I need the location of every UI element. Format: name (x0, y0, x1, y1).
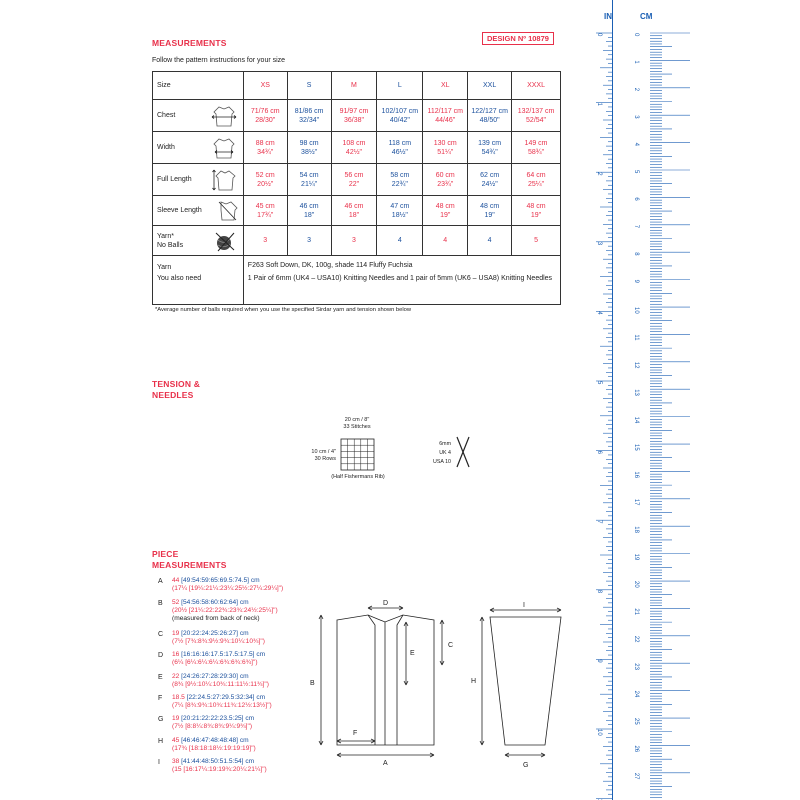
length-cm-xs: 52 cm (255, 171, 275, 179)
intro-text: Follow the pattern instructions for your size (152, 57, 286, 64)
row-label-chest: Chest (157, 112, 176, 119)
piece-cm-first: 45 (172, 737, 180, 744)
sleeve-cm-xs: 45 cm (255, 202, 275, 210)
ruler-cm-number: 23 (633, 663, 639, 670)
length-in-xxxl: 25¼" (527, 180, 545, 188)
piece-cm-rest: [46:46:47:48:48:48] cm (179, 737, 249, 744)
ruler-cm-number: 17 (633, 498, 639, 506)
ruler-cm-number: 2 (633, 87, 639, 92)
piece-letter: C (158, 631, 164, 638)
ruler-in-number: 1 (596, 102, 602, 106)
chest-cm-l: 102/107 cm (381, 107, 419, 115)
ruler-in-number: 10 (596, 729, 602, 736)
width-in-xxxl: 58¾" (527, 148, 545, 156)
sleeve-in-s: 18" (303, 211, 315, 219)
chest-cm-s: 81/86 cm (294, 107, 324, 115)
size-s: S (287, 72, 331, 100)
piece-cm-first: 38 (172, 758, 180, 765)
measurements-title: MEASUREMENTS (152, 38, 227, 48)
width-in-s: 38½" (301, 148, 318, 156)
piece-note: (measured from back of neck) (172, 615, 260, 622)
pieces-title-line1: PIECE (152, 549, 179, 559)
chest-in-s: 32/34" (299, 116, 320, 124)
size-xxxl: XXXL (512, 72, 561, 100)
ruler-cm-number: 6 (633, 197, 639, 201)
chest-in-xs: 28/30" (255, 116, 276, 124)
piece-in: (20½ [21¼:22:22¾:23¾:24½:25¼]") (172, 607, 278, 614)
diagram-label-d: D (383, 600, 389, 607)
row-label-width: Width (157, 144, 175, 151)
piece-cm-first: 16 (172, 651, 180, 658)
needle-mm-text: 6mm (439, 441, 451, 447)
size-table (152, 71, 561, 305)
piece-cm-first: 19 (172, 715, 180, 722)
piece-in: (17¾ [18:18:18½:19:19:19]") (172, 745, 256, 752)
yarn-ball-icon (213, 230, 237, 252)
ruler-cm-label: CM (640, 12, 653, 21)
ruler-in-label: IN (604, 12, 612, 21)
tension-stitches-text: 33 Stitches (343, 424, 371, 430)
piece-cm-rest: [16:16:16:17.5:17.5:17.5] cm (179, 651, 266, 658)
size-m: M (331, 72, 377, 100)
balls-m: 3 (331, 226, 377, 256)
piece-cm-rest: [24:26:27:28:29:30] cm (179, 673, 249, 680)
ruler-in-number: 9 (596, 659, 602, 663)
table-row (153, 256, 561, 275)
piece-cm-rest: [41:44:48:50:51.5:54] cm (179, 758, 255, 765)
piece-in: (8¾ [9½:10¼:10¾:11:11½:11¾]") (172, 681, 269, 688)
piece-cm-first: 44 (172, 577, 180, 584)
ruler-cm-number: 9 (633, 279, 639, 283)
width-cm-xl: 130 cm (433, 139, 457, 147)
chest-cm-xl: 112/117 cm (427, 107, 464, 115)
chest-cm-xxl: 122/127 cm (471, 107, 508, 115)
diagram-label-i: I (523, 602, 525, 609)
balls-xl: 4 (423, 226, 468, 256)
balls-xxl: 4 (468, 226, 512, 256)
width-cm-xxxl: 149 cm (524, 139, 548, 147)
table-row (153, 132, 561, 164)
ruler-cm-number: 14 (633, 416, 639, 424)
ruler-in-number: 5 (596, 381, 602, 385)
sleeve-in-l: 18½" (391, 211, 408, 219)
length-cm-xxxl: 64 cm (526, 171, 546, 179)
ruler-cm-number: 12 (633, 361, 639, 369)
ruler-cm-number: 26 (633, 745, 639, 753)
ruler-cm-number: 8 (633, 252, 639, 256)
width-in-m: 42½" (345, 148, 363, 156)
length-in-l: 22¾" (391, 180, 408, 188)
ruler-cm-number: 18 (633, 526, 639, 533)
ruler-cm-number: 0 (633, 33, 639, 37)
piece-cm-rest: [49:54:59:65:69.5:74.5] cm (179, 577, 260, 584)
piece-in: (7½ [8:8¼:8¾:8¾:9¼:9¾]") (172, 723, 253, 730)
sleeve-cm-xxxl: 48 cm (526, 202, 546, 210)
piece-cm-first: 18.5 (172, 694, 185, 701)
tension-width-text: 20 cm / 8" (344, 417, 370, 423)
diagram-label-e: E (410, 650, 415, 657)
tension-rows-text: 30 Rows (314, 456, 336, 462)
needle-uk-text: UK 4 (439, 450, 451, 456)
width-cm-xs: 88 cm (255, 139, 275, 147)
table-row (153, 100, 561, 132)
ruler-cm-number: 13 (633, 389, 639, 396)
sleeve-cm-m: 46 cm (344, 202, 364, 210)
ruler-in-number: 8 (596, 589, 602, 594)
tension-height-label (296, 449, 336, 463)
sleeve-cm-xl: 48 cm (435, 202, 455, 210)
chest-sweater-icon (211, 104, 237, 128)
body-piece (319, 606, 444, 757)
yarn-key: Yarn (153, 256, 244, 275)
chest-in-m: 36/38" (343, 116, 364, 124)
length-cm-s: 54 cm (299, 171, 319, 179)
ruler-in-number: 2 (596, 172, 602, 176)
piece-cm-first: 19 (172, 630, 180, 637)
ruler-cm-number: 27 (633, 772, 639, 780)
sleeve-in-xl: 19" (440, 211, 451, 219)
sleeve-sweater-icon (215, 200, 239, 222)
size-xxl: XXL (468, 72, 512, 100)
ruler (590, 0, 800, 800)
sleeve-piece (480, 608, 561, 757)
length-in-xxl: 24½" (481, 180, 498, 188)
piece-diagrams (305, 595, 595, 795)
diagram-label-a: A (383, 760, 388, 767)
ruler-cm-number: 21 (633, 608, 639, 616)
piece-in: (6¼ [6¼:6¼:6¼:6¾:6¾:6¾]") (172, 659, 258, 666)
piece-letter: H (158, 738, 164, 745)
piece-letter: E (158, 674, 163, 681)
chest-in-xl: 44/46" (435, 116, 456, 124)
length-in-xs: 20½" (257, 180, 274, 188)
tension-height-text: 10 cm / 4" (311, 449, 336, 455)
sleeve-cm-xxl: 48 cm (480, 202, 500, 210)
diagram-label-g: G (523, 762, 529, 769)
ruler-cm-number: 16 (633, 471, 639, 479)
diagram-label-f: F (353, 730, 358, 737)
ruler-cm-number: 10 (633, 307, 639, 314)
width-cm-xxl: 139 cm (478, 139, 502, 147)
ruler-cm-number: 5 (633, 170, 639, 174)
length-in-s: 21¼" (301, 180, 318, 188)
chest-cm-xs: 71/76 cm (250, 107, 280, 115)
sleeve-in-xxl: 19" (484, 211, 495, 219)
piece-letter: A (158, 578, 163, 585)
piece-in: (7¼ [8¾:9¾:10¾:11¾:12½:13½]") (172, 702, 272, 709)
row-label-sleeve-length: Sleeve Length (157, 207, 202, 214)
diagram-label-h: H (471, 678, 477, 685)
row-label-yarn: Yarn* (157, 232, 174, 240)
ruler-cm-number: 15 (633, 444, 639, 451)
balls-l: 4 (377, 226, 423, 256)
pieces-title-line2: MEASUREMENTS (152, 560, 227, 570)
ruler-cm-number: 20 (633, 581, 639, 588)
chest-cm-m: 91/97 cm (339, 107, 369, 115)
size-label: Size (153, 72, 244, 100)
width-cm-m: 108 cm (342, 139, 366, 147)
piece-cm-first: 52 (172, 599, 180, 606)
ruler-in-number: 7 (596, 520, 602, 524)
table-row (153, 164, 561, 196)
tension-stitch-label: (Half Fishermans Rib) (331, 474, 385, 480)
piece-in: (7½ [7¾:8¾:9½:9¾:10¼:10¾]") (172, 638, 265, 645)
balls-xs: 3 (243, 226, 287, 256)
piece-in: (17¼ [19¼:21¼:23¼:25½:27¼:29¼]") (172, 585, 284, 592)
ruler-cm-number: 4 (633, 142, 639, 146)
piece-cm-first: 22 (172, 673, 180, 680)
yarn-value: F263 Soft Down, DK, 100g, shade 114 Fluffy Fuchsia (243, 256, 560, 275)
ruler-cm-number: 19 (633, 553, 639, 561)
piece-letter: F (158, 695, 163, 702)
chest-cm-xxxl: 132/137 cm (517, 107, 555, 115)
sleeve-cm-l: 47 cm (390, 202, 410, 210)
ruler-cm-number: 11 (633, 334, 639, 341)
length-in-xl: 23¾" (437, 180, 454, 188)
piece-letter: B (158, 600, 163, 607)
ruler-cm-number: 3 (633, 115, 639, 119)
size-xs: XS (243, 72, 287, 100)
sleeve-cm-s: 46 cm (299, 202, 319, 210)
piece-cm-rest: [22:24.5:27:29.5:32:34] cm (184, 694, 266, 701)
tension-width-label (327, 417, 387, 431)
width-cm-l: 118 cm (388, 139, 412, 147)
piece-letter: G (158, 716, 164, 723)
length-cm-xxl: 62 cm (480, 171, 500, 179)
width-cm-s: 98 cm (299, 139, 319, 147)
ruler-in-number: 0 (596, 33, 602, 37)
length-cm-l: 58 cm (390, 171, 410, 179)
sleeve-in-m: 18" (348, 211, 360, 219)
design-number-badge: DESIGN Nº 10879 (482, 32, 554, 45)
crossed-needles-icon (454, 436, 472, 468)
tension-grid-swatch (340, 438, 376, 472)
tension-title (152, 379, 200, 401)
chest-in-xxl: 48/50" (479, 116, 500, 124)
diagram-label-b: B (310, 680, 315, 687)
piece-letter: I (158, 759, 160, 766)
ruler-in-number: 4 (596, 311, 602, 315)
tension-title-line2: NEEDLES (152, 390, 194, 400)
piece-in: (15 [16:17¼:19:19¾:20¼:21¼]") (172, 766, 267, 773)
width-in-xxl: 54¾" (481, 148, 498, 156)
needle-labels (421, 440, 451, 467)
need-value: 1 Pair of 6mm (UK4 – USA10) Knitting Needles and 1 pair of 5mm (UK6 – USA8) Knitting Needles (243, 274, 560, 305)
width-in-xs: 34¾" (257, 148, 274, 156)
tension-title-line1: TENSION & (152, 379, 201, 389)
needle-usa-text: USA 10 (433, 459, 451, 465)
piece-letter: D (158, 652, 164, 659)
table-row (153, 274, 561, 305)
size-l: L (377, 72, 423, 100)
length-cm-m: 56 cm (344, 171, 364, 179)
balls-xxxl: 5 (512, 226, 561, 256)
width-sweater-icon (211, 136, 237, 160)
width-in-xl: 51¼" (437, 148, 454, 156)
ruler-cm-number: 24 (633, 690, 639, 698)
table-row (153, 226, 561, 256)
piece-cm-rest: [20:21:22:22:23.5:25] cm (179, 715, 255, 722)
size-header-row (153, 72, 561, 100)
piece-cm-rest: [20:22:24:25:26:27] cm (179, 630, 249, 637)
ruler-cm-number: 22 (633, 635, 639, 643)
size-xl: XL (423, 72, 468, 100)
ruler-cm-number: 25 (633, 718, 639, 725)
ruler-in-number: 3 (596, 241, 602, 246)
width-in-l: 46½" (391, 148, 408, 156)
balls-s: 3 (287, 226, 331, 256)
length-in-m: 22" (348, 180, 360, 188)
diagram-label-c: C (448, 642, 454, 649)
footnote: *Average number of balls required when you use the specified Sirdar yarn and tension shown below (155, 307, 412, 313)
ruler-cm-number: 7 (633, 224, 639, 229)
length-cm-xl: 60 cm (435, 171, 455, 179)
row-label-balls: No Balls (157, 241, 184, 249)
ruler-cm-number: 1 (633, 60, 639, 64)
length-sweater-icon (211, 168, 237, 192)
table-row (153, 196, 561, 226)
ruler-in-number: 6 (596, 450, 602, 454)
sleeve-in-xxxl: 19" (530, 211, 542, 219)
chest-in-xxxl: 52/54" (526, 116, 547, 124)
piece-cm-rest: [54:56:58:60:62:64] cm (179, 599, 249, 606)
row-label-full-length: Full Length (157, 176, 192, 183)
chest-in-l: 40/42" (389, 116, 410, 124)
need-key: You also need (153, 274, 244, 305)
pieces-title (152, 549, 227, 571)
sleeve-in-xs: 17¾" (257, 211, 274, 219)
